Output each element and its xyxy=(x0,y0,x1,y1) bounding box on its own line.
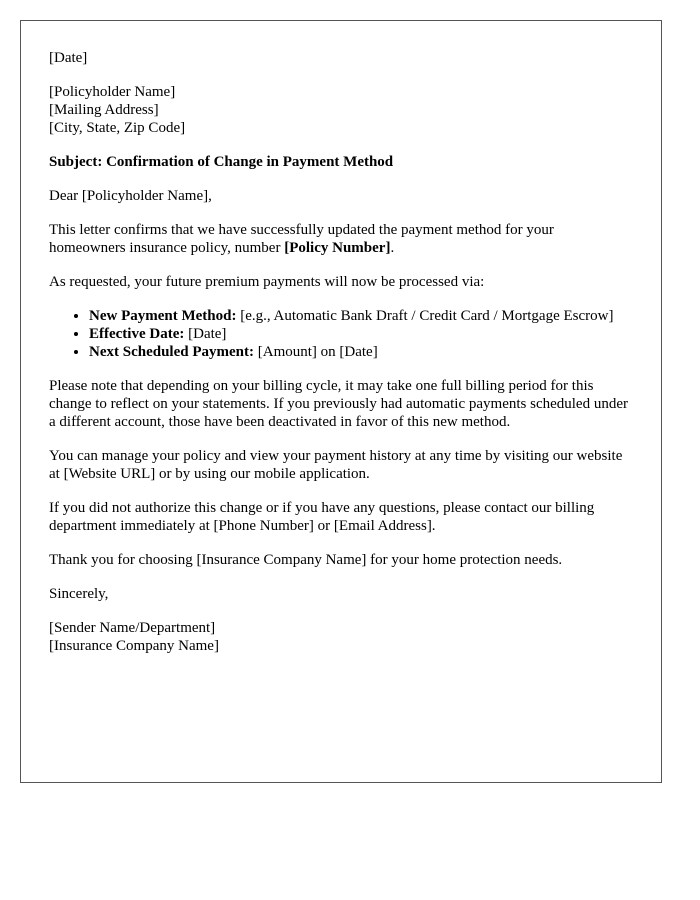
intro-paragraph xyxy=(49,221,632,257)
letter-subject: Subject: Confirmation of Change in Payment Method xyxy=(49,154,394,170)
sender-company: [Insurance Company Name] xyxy=(49,638,219,654)
policy-number: [Policy Number] xyxy=(284,240,391,256)
detail-value: [Amount] on [Date] xyxy=(254,344,378,360)
intro-end: . xyxy=(390,240,395,256)
recipient-block xyxy=(49,83,632,137)
contact-paragraph: If you did not authorize this change or if you have any questions, please contact our billing department immediately at [Phone Number] or [Email Address]. xyxy=(49,500,595,534)
detail-label: Next Scheduled Payment: xyxy=(89,344,254,360)
detail-value: [Date] xyxy=(184,326,227,342)
recipient-address: [Mailing Address] xyxy=(49,102,159,118)
sender-name: [Sender Name/Department] xyxy=(49,620,216,636)
thanks-paragraph: Thank you for choosing [Insurance Company Name] for your home protection needs. xyxy=(49,552,563,568)
requested-paragraph: As requested, your future premium payments will now be processed via: xyxy=(49,274,485,290)
note-paragraph: Please note that depending on your billing cycle, it may take one full billing period for this change to reflect on your statements. If you previously had automatic payments scheduled under a different account, those have been deactivated in favor of this new method. xyxy=(49,378,628,430)
letter xyxy=(20,20,662,783)
closing: Sincerely, xyxy=(49,586,109,602)
recipient-name: [Policyholder Name] xyxy=(49,84,176,100)
detail-item xyxy=(89,325,632,343)
recipient-city: [City, State, Zip Code] xyxy=(49,120,186,136)
detail-value: [e.g., Automatic Bank Draft / Credit Card / Mortgage Escrow] xyxy=(236,308,614,324)
intro-text: This letter confirms that we have successfully updated the payment method for your homeowners insurance policy, number xyxy=(49,222,554,256)
payment-details-list xyxy=(49,307,632,361)
detail-item xyxy=(89,307,632,325)
salutation: Dear [Policyholder Name], xyxy=(49,188,212,204)
sender-block xyxy=(49,619,632,655)
detail-label: New Payment Method: xyxy=(89,308,237,324)
manage-paragraph: You can manage your policy and view your payment history at any time by visiting our website at [Website URL] or by using our mobile application. xyxy=(49,448,623,482)
detail-item xyxy=(89,343,632,361)
detail-label: Effective Date: xyxy=(89,326,185,342)
letter-date: [Date] xyxy=(49,50,88,66)
